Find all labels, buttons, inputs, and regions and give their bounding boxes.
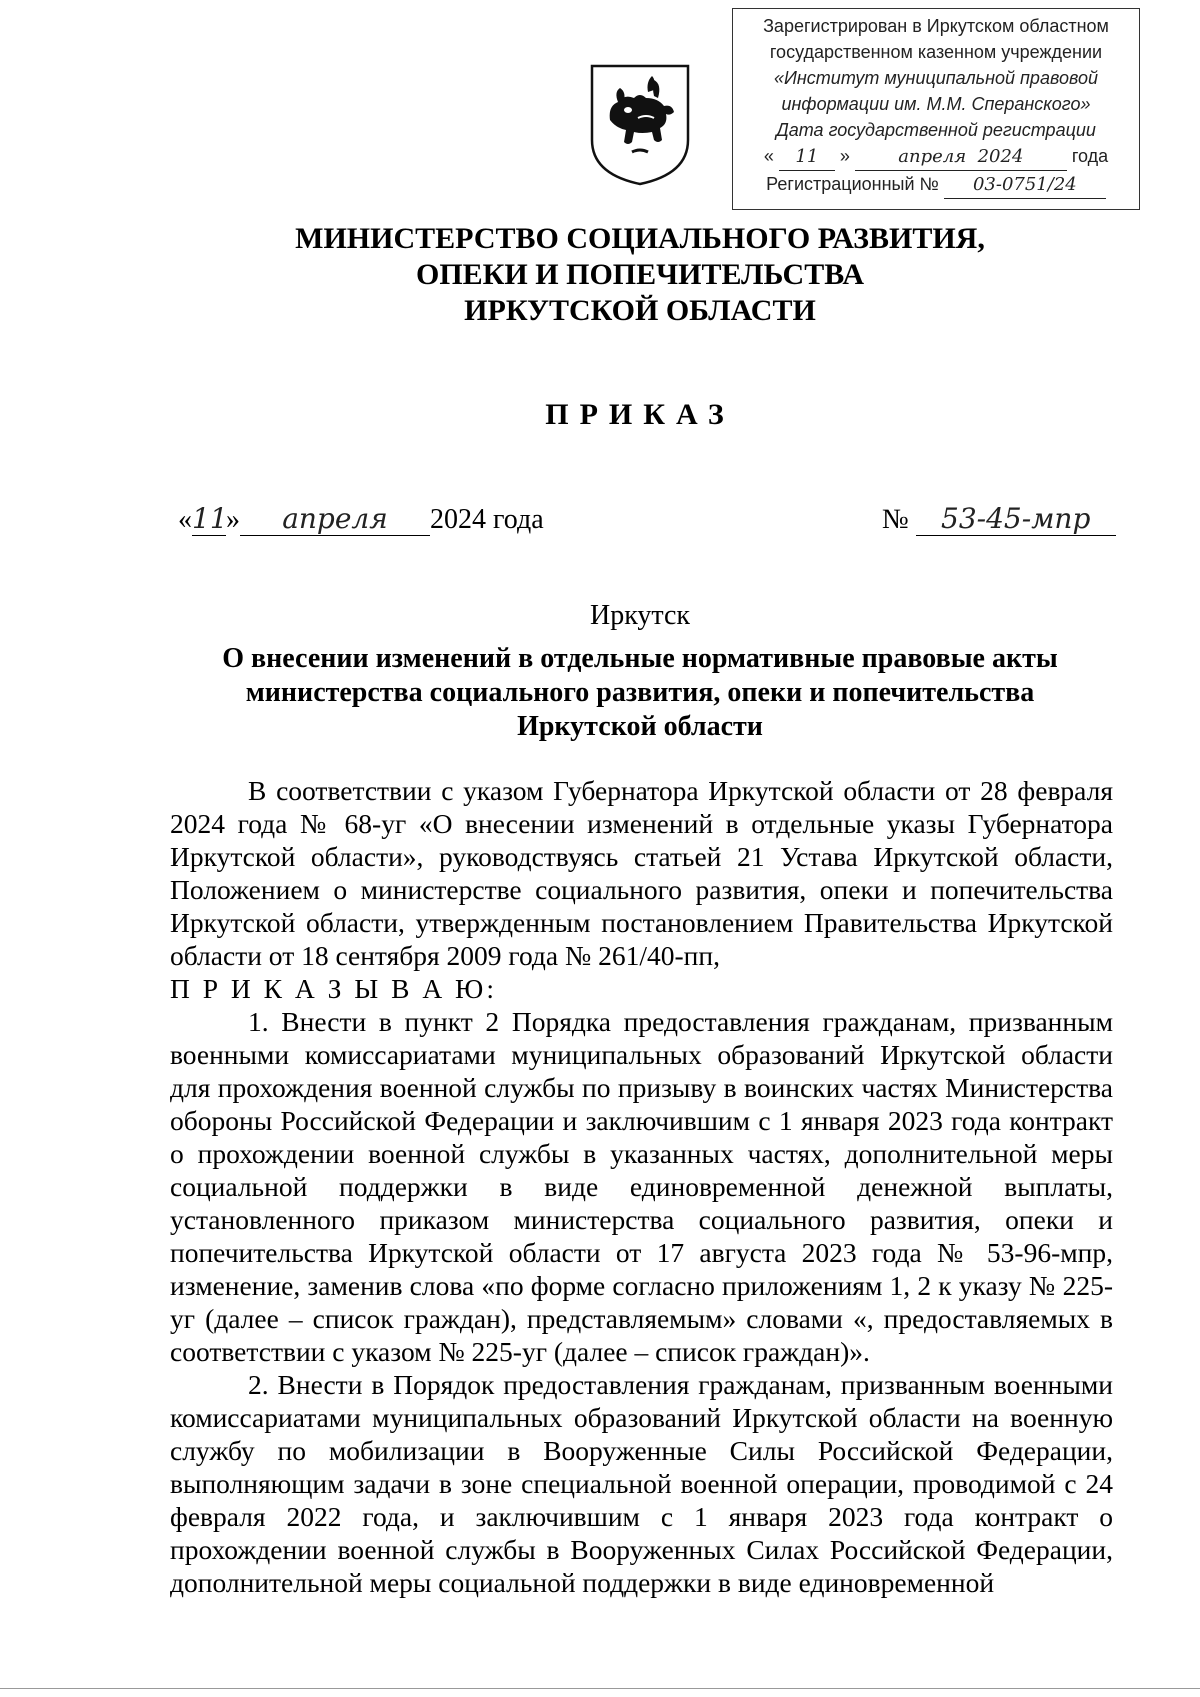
- stamp-year-word: года: [1071, 146, 1109, 166]
- number-value: 53-45-мпр: [916, 502, 1116, 536]
- stamp-year: 2024: [977, 146, 1024, 167]
- date-close-quote: »: [226, 504, 240, 535]
- stamp-line-5: Дата государственной регистрации: [776, 120, 1096, 140]
- title-line-2: министерства социального развития, опеки и попечительства: [245, 677, 1035, 708]
- stamp-month: апреля: [898, 146, 967, 167]
- stamp-reg-number: 03-0751/24: [944, 172, 1106, 199]
- stamp-line-3: «Институт муниципальной правовой: [774, 68, 1098, 88]
- stamp-line-2: государственном казенном учреждении: [769, 42, 1103, 62]
- date-year: 2024 года: [430, 504, 544, 535]
- preamble-paragraph: В соответствии с указом Губернатора Иркутской области от 28 февраля 2024 года № 68-уг «О внесении изменений в отдельные указы Губернатора Иркутской области», руководствуясь статьей 21 Устава Иркутской области, Положением о министерстве социального развития, опеки и попечительства Иркутской области, утвержденным постановлением Правительства Иркутской области от 18 сентября 2009 года № 261/40-пп,: [170, 775, 1113, 971]
- stamp-day: 11: [779, 144, 835, 171]
- registration-stamp: [732, 8, 1140, 210]
- date-month: апреля: [240, 502, 430, 536]
- ministry-heading-line-3: ИРКУТСКОЙ ОБЛАСТИ: [464, 294, 816, 327]
- prikazyvayu: П Р И К А З Ы В А Ю:: [170, 973, 497, 1004]
- document-body: [170, 774, 1113, 1599]
- page-bottom-rule: [0, 1688, 1200, 1689]
- stamp-reg-line: [733, 171, 1139, 199]
- item-2-paragraph: 2. Внести в Порядок предоставления гражданам, призванным военными комиссариатами муниципальных образований Иркутской области на военную службу по мобилизации в Вооруженные Силы Российской Федерации, выполняющим задачи в зоне специальной военной операции, проводимой с 24 февраля 2022 года, и заключившим с 1 января 2023 года контракт о прохождении военной службы в Вооруженных Силах Российской Федерации, дополнительной меры социальной поддержки в виде единовременной: [170, 1369, 1113, 1598]
- document-title: [200, 642, 1080, 744]
- title-line-1: О внесении изменений в отдельные нормативные правовые акты: [222, 643, 1058, 674]
- number-label: №: [882, 504, 909, 535]
- stamp-line-4: информации им. М.М. Сперанского»: [781, 94, 1091, 114]
- order-date: [178, 502, 544, 536]
- stamp-reg-label: Регистрационный №: [766, 174, 939, 194]
- ministry-heading-line-1: МИНИСТЕРСТВО СОЦИАЛЬНОГО РАЗВИТИЯ,: [295, 222, 985, 255]
- date-open-quote: «: [178, 504, 192, 535]
- city: Иркутск: [589, 600, 691, 631]
- title-line-3: Иркутской области: [517, 711, 763, 742]
- stamp-date-line: « 11 » апреля 2024 года: [733, 143, 1139, 171]
- stamp-month-year: [855, 144, 1067, 171]
- item-1-paragraph: 1. Внести в пункт 2 Порядка предоставления гражданам, призванным военными комиссариатами муниципальных образований Иркутской области для прохождения военной службы по призыву в воинских частях Министерства обороны Российской Федерации и заключившим с 1 января 2023 года контракт о прохождении военной службы в указанных частях, дополнительной меры социальной поддержки в виде единовременной денежной выплаты, установленного приказом министерства социального развития, опеки и попечительства Иркутской области от 17 августа 2023 года № 53-96-мпр, изменение, заменив слова «по форме согласно приложениям 1, 2 к указу № 225-уг (далее – список граждан), представляемым» словами «, предоставляемых в соответствии с указом № 225-уг (далее – список граждан)».: [170, 1006, 1113, 1367]
- stamp-line-1: Зарегистрирован в Иркутском областном: [763, 16, 1109, 36]
- irkutsk-coat-of-arms-icon: [588, 62, 692, 188]
- order-number: [882, 502, 1116, 536]
- document-type: ПРИКАЗ: [545, 398, 735, 431]
- ministry-heading-line-2: ОПЕКИ И ПОПЕЧИТЕЛЬСТВА: [416, 258, 864, 291]
- date-day: 11: [192, 502, 228, 535]
